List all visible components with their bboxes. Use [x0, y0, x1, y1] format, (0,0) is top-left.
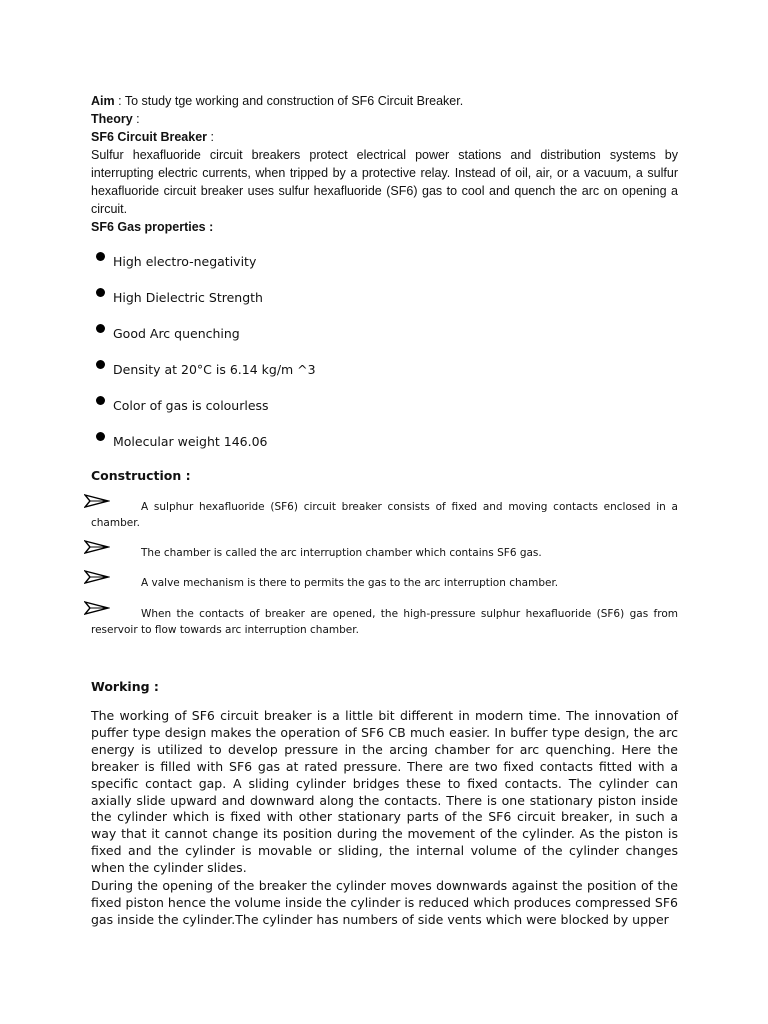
aim-line: [91, 92, 678, 110]
bullet-dot-icon: [96, 396, 105, 405]
arrowhead-bullet-icon: [84, 569, 110, 585]
working-heading: Working :: [91, 679, 159, 694]
aim-text: : To study tge working and construction of SF6 Circuit Breaker.: [114, 94, 464, 108]
theory-suffix: :: [132, 112, 140, 126]
bullet-dot-icon: [96, 252, 105, 261]
construction-item: [84, 545, 678, 561]
bullet-text: High electro-negativity: [113, 254, 257, 269]
construction-item: [84, 499, 678, 531]
aim-label: Aim: [91, 94, 115, 108]
bullet-text: Density at 20°C is 6.14 kg/m ^3: [113, 362, 316, 377]
construction-text: A valve mechanism is there to permits the gas to the arc interruption chamber.: [141, 577, 559, 589]
bullet-text: Color of gas is colourless: [113, 398, 269, 413]
construction-item: [84, 575, 678, 591]
sf6-cb-paragraph: Sulfur hexafluoride circuit breakers protect electrical power stations and distribution systems by interrupting electric currents, when tripped by a protective relay. Instead of oil, air, or a vacuum, a sulfur hexafluoride circuit breaker uses sulfur hexafluoride (SF6) gas to cool and quench the arc on opening a circuit.: [91, 148, 678, 216]
sf6-cb-heading: [91, 128, 678, 146]
theory-line: [91, 110, 678, 128]
bullet-text: Good Arc quenching: [113, 326, 240, 341]
construction-text: A sulphur hexafluoride (SF6) circuit breaker consists of fixed and moving contacts enclosed in a chamber.: [91, 501, 678, 529]
bullet-text: Molecular weight 146.06: [113, 434, 268, 449]
sf6-cb-suffix: :: [207, 130, 214, 144]
bullet-dot-icon: [96, 432, 105, 441]
sf6-cb-label: SF6 Circuit Breaker: [91, 130, 208, 144]
construction-text: The chamber is called the arc interruption chamber which contains SF6 gas.: [141, 547, 542, 559]
working-paragraph: The working of SF6 circuit breaker is a little bit different in modern time. The innovation of puffer type design makes the operation of SF6 CB much easier. In buffer type design, the arc energy is utilized to develop pressure in the arcing chamber for arc quenching. Here the breaker is filled with SF6 gas at rated pressure. There are two fixed contacts fitted with a specific contact gap. A sliding cylinder bridges these to fixed contacts. The cylinder can axially slide upward and downward along the contacts. There is one stationary piston inside the cylinder which is fixed with other stationary parts of the SF6 circuit breaker, in such a way that it cannot change its position during the movement of the cylinder. As the piston is fixed and the cylinder is movable or sliding, the internal volume of the cylinder changes when the cylinder slides.: [91, 708, 678, 876]
bullet-dot-icon: [96, 324, 105, 333]
construction-text: When the contacts of breaker are opened, the high-pressure sulphur hexafluoride (SF6) gas from reservoir to flow towards arc interruption chamber.: [91, 608, 678, 636]
working-paragraph: During the opening of the breaker the cylinder moves downwards against the position of the fixed piston hence the volume inside the cylinder is reduced which produces compressed SF6 gas inside the cylinder.The cylinder has numbers of side vents which were blocked by upper: [91, 878, 678, 927]
construction-heading: Construction :: [91, 468, 191, 483]
theory-label: Theory: [91, 112, 133, 126]
arrowhead-bullet-icon: [84, 493, 110, 509]
bullet-text: High Dielectric Strength: [113, 290, 263, 305]
gas-properties-heading: SF6 Gas properties :: [91, 220, 214, 234]
construction-item: [84, 606, 678, 638]
bullet-dot-icon: [96, 288, 105, 297]
arrowhead-bullet-icon: [84, 539, 110, 555]
bullet-dot-icon: [96, 360, 105, 369]
arrowhead-bullet-icon: [84, 600, 110, 616]
